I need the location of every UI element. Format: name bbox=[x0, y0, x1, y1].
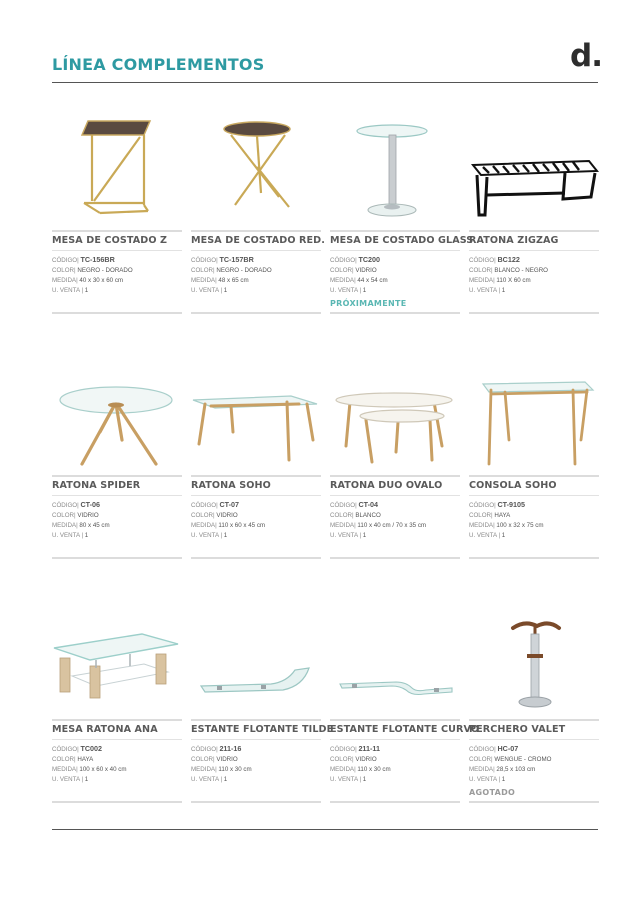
card-top-rule bbox=[469, 719, 599, 721]
product-unit: 1 bbox=[84, 287, 89, 294]
unit-label: U. VENTA | bbox=[330, 287, 362, 294]
size-label: MEDIDA| bbox=[330, 522, 356, 529]
code-label: CÓDIGO| bbox=[469, 746, 496, 753]
color-label: COLOR| bbox=[469, 756, 493, 763]
card-top-rule bbox=[469, 230, 599, 232]
card-bottom-rule bbox=[330, 801, 460, 803]
card-top-rule bbox=[52, 475, 182, 477]
color-label: COLOR| bbox=[469, 512, 493, 519]
product-card bbox=[330, 115, 474, 330]
code-label: CÓDIGO| bbox=[330, 746, 357, 753]
color-label: COLOR| bbox=[191, 512, 215, 519]
product-size: 110 x 60 x 45 cm bbox=[218, 522, 266, 529]
card-bottom-rule bbox=[52, 557, 182, 559]
product-name: CONSOLA SOHO bbox=[469, 480, 557, 491]
product-card bbox=[469, 360, 599, 575]
product-name: RATONA DUO OVALO bbox=[330, 480, 443, 491]
code-label: CÓDIGO| bbox=[191, 257, 218, 264]
product-photo-ana-coffee-table bbox=[52, 604, 182, 714]
product-unit: 1 bbox=[84, 776, 89, 783]
size-label: MEDIDA| bbox=[191, 522, 217, 529]
product-specs bbox=[469, 500, 599, 541]
unit-label: U. VENTA | bbox=[469, 287, 501, 294]
product-size: 100 x 60 x 40 cm bbox=[79, 766, 127, 773]
product-unit: 1 bbox=[501, 287, 506, 294]
product-unit: 1 bbox=[362, 776, 367, 783]
product-size: 110 x 30 cm bbox=[218, 766, 252, 773]
product-color: HAYA bbox=[77, 756, 94, 763]
product-code: BC122 bbox=[497, 255, 520, 264]
product-card bbox=[191, 115, 325, 330]
product-name: MESA DE COSTADO GLASS bbox=[330, 235, 474, 246]
color-label: COLOR| bbox=[469, 267, 493, 274]
card-top-rule bbox=[52, 230, 182, 232]
card-name-rule bbox=[52, 739, 182, 740]
product-color: VIDRIO bbox=[77, 512, 99, 519]
product-card bbox=[469, 115, 599, 330]
card-name-rule bbox=[191, 495, 321, 496]
code-label: CÓDIGO| bbox=[52, 502, 79, 509]
product-code: TC-156BR bbox=[80, 255, 115, 264]
color-label: COLOR| bbox=[191, 756, 215, 763]
product-name: MESA DE COSTADO Z bbox=[52, 235, 168, 246]
product-card bbox=[52, 115, 182, 330]
product-photo-duo-oval-tables bbox=[330, 360, 460, 470]
card-bottom-rule bbox=[469, 312, 599, 314]
product-size: 80 x 45 cm bbox=[79, 522, 110, 529]
product-card bbox=[330, 604, 480, 819]
product-size: 48 x 65 cm bbox=[218, 277, 249, 284]
product-code: CT-9105 bbox=[497, 500, 526, 509]
product-name: ESTANTE FLOTANTE TILDE bbox=[191, 724, 334, 735]
card-name-rule bbox=[330, 739, 460, 740]
product-card bbox=[191, 604, 334, 819]
product-size: 110 X 60 cm bbox=[496, 277, 531, 284]
product-size: 44 x 54 cm bbox=[357, 277, 388, 284]
size-label: MEDIDA| bbox=[52, 277, 78, 284]
size-label: MEDIDA| bbox=[469, 766, 495, 773]
product-photo-curved-shelf bbox=[330, 604, 460, 714]
product-name: MESA DE COSTADO RED. bbox=[191, 235, 325, 246]
product-specs bbox=[191, 744, 321, 785]
color-label: COLOR| bbox=[52, 267, 76, 274]
unit-label: U. VENTA | bbox=[191, 532, 223, 539]
product-name: RATONA SPIDER bbox=[52, 480, 141, 491]
product-color: NEGRO - DORADO bbox=[77, 267, 133, 274]
color-label: COLOR| bbox=[52, 512, 76, 519]
card-bottom-rule bbox=[191, 312, 321, 314]
code-label: CÓDIGO| bbox=[469, 502, 496, 509]
product-size: 40 x 30 x 60 cm bbox=[79, 277, 124, 284]
product-size: 100 x 32 x 75 cm bbox=[496, 522, 544, 529]
product-card bbox=[52, 604, 182, 819]
unit-label: U. VENTA | bbox=[330, 532, 362, 539]
card-bottom-rule bbox=[330, 312, 460, 314]
brand-logo: d. bbox=[570, 38, 602, 74]
card-name-rule bbox=[469, 250, 599, 251]
unit-label: U. VENTA | bbox=[191, 776, 223, 783]
card-name-rule bbox=[469, 495, 599, 496]
product-photo-valet-stand bbox=[469, 604, 599, 714]
product-card bbox=[330, 360, 460, 575]
size-label: MEDIDA| bbox=[330, 766, 356, 773]
product-name: PERCHERO VALET bbox=[469, 724, 566, 735]
card-top-rule bbox=[191, 475, 321, 477]
card-top-rule bbox=[330, 230, 460, 232]
card-bottom-rule bbox=[330, 557, 460, 559]
card-bottom-rule bbox=[52, 312, 182, 314]
product-code: HC-07 bbox=[497, 744, 519, 753]
product-specs bbox=[469, 255, 599, 296]
product-code: 211-16 bbox=[219, 744, 242, 753]
product-specs bbox=[330, 255, 460, 296]
code-label: CÓDIGO| bbox=[52, 746, 79, 753]
product-name: RATONA SOHO bbox=[191, 480, 271, 491]
code-label: CÓDIGO| bbox=[330, 257, 357, 264]
product-specs bbox=[52, 500, 182, 541]
status-badge: PRÓXIMAMENTE bbox=[330, 299, 407, 308]
size-label: MEDIDA| bbox=[469, 522, 495, 529]
page-title: LÍNEA COMPLEMENTOS bbox=[52, 55, 265, 74]
product-unit: 1 bbox=[501, 776, 506, 783]
code-label: CÓDIGO| bbox=[52, 257, 79, 264]
product-name: ESTANTE FLOTANTE CURVO bbox=[330, 724, 480, 735]
footer-divider bbox=[52, 829, 598, 830]
color-label: COLOR| bbox=[191, 267, 215, 274]
product-name: RATONA ZIGZAG bbox=[469, 235, 559, 246]
product-unit: 1 bbox=[84, 532, 89, 539]
card-name-rule bbox=[330, 495, 460, 496]
product-code: CT-07 bbox=[219, 500, 240, 509]
product-color: VIDRIO bbox=[355, 267, 377, 274]
header-divider bbox=[52, 82, 598, 83]
unit-label: U. VENTA | bbox=[52, 287, 84, 294]
size-label: MEDIDA| bbox=[52, 766, 78, 773]
product-code: TC002 bbox=[80, 744, 103, 753]
product-unit: 1 bbox=[223, 532, 228, 539]
product-color: WENGUE - CROMO bbox=[494, 756, 552, 763]
product-color: BLANCO - NEGRO bbox=[494, 267, 548, 274]
unit-label: U. VENTA | bbox=[469, 776, 501, 783]
product-name: MESA RATONA ANA bbox=[52, 724, 158, 735]
product-specs bbox=[469, 744, 599, 785]
product-code: 211-11 bbox=[358, 744, 381, 753]
color-label: COLOR| bbox=[330, 512, 354, 519]
product-photo-round-side-table bbox=[191, 115, 321, 225]
card-top-rule bbox=[330, 475, 460, 477]
product-color: NEGRO - DORADO bbox=[216, 267, 272, 274]
color-label: COLOR| bbox=[330, 756, 354, 763]
product-unit: 1 bbox=[501, 532, 506, 539]
product-unit: 1 bbox=[362, 532, 367, 539]
card-name-rule bbox=[52, 250, 182, 251]
color-label: COLOR| bbox=[52, 756, 76, 763]
product-specs bbox=[191, 255, 321, 296]
product-photo-soho-coffee-table bbox=[191, 360, 321, 470]
unit-label: U. VENTA | bbox=[469, 532, 501, 539]
unit-label: U. VENTA | bbox=[191, 287, 223, 294]
card-name-rule bbox=[52, 495, 182, 496]
product-photo-spider-table bbox=[52, 360, 182, 470]
size-label: MEDIDA| bbox=[330, 277, 356, 284]
card-top-rule bbox=[52, 719, 182, 721]
card-name-rule bbox=[469, 739, 599, 740]
card-bottom-rule bbox=[191, 801, 321, 803]
card-bottom-rule bbox=[469, 801, 599, 803]
product-color: VIDRIO bbox=[216, 512, 238, 519]
card-top-rule bbox=[191, 230, 321, 232]
card-bottom-rule bbox=[191, 557, 321, 559]
product-specs bbox=[330, 500, 460, 541]
product-photo-tilde-shelf bbox=[191, 604, 321, 714]
product-color: VIDRIO bbox=[216, 756, 238, 763]
product-unit: 1 bbox=[223, 776, 228, 783]
unit-label: U. VENTA | bbox=[52, 532, 84, 539]
product-unit: 1 bbox=[223, 287, 228, 294]
size-label: MEDIDA| bbox=[191, 766, 217, 773]
size-label: MEDIDA| bbox=[191, 277, 217, 284]
card-bottom-rule bbox=[469, 557, 599, 559]
card-name-rule bbox=[191, 739, 321, 740]
card-top-rule bbox=[469, 475, 599, 477]
product-code: TC-157BR bbox=[219, 255, 254, 264]
code-label: CÓDIGO| bbox=[191, 746, 218, 753]
color-label: COLOR| bbox=[330, 267, 354, 274]
code-label: CÓDIGO| bbox=[330, 502, 357, 509]
status-badge: AGOTADO bbox=[469, 788, 516, 797]
card-name-rule bbox=[191, 250, 321, 251]
card-bottom-rule bbox=[52, 801, 182, 803]
product-specs bbox=[52, 255, 182, 296]
code-label: CÓDIGO| bbox=[191, 502, 218, 509]
size-label: MEDIDA| bbox=[52, 522, 78, 529]
product-color: BLANCO bbox=[355, 512, 381, 519]
product-color: HAYA bbox=[494, 512, 511, 519]
product-code: CT-06 bbox=[80, 500, 101, 509]
product-photo-z-side-table bbox=[52, 115, 182, 225]
product-card bbox=[191, 360, 321, 575]
product-specs bbox=[52, 744, 182, 785]
product-specs bbox=[330, 744, 460, 785]
product-card bbox=[52, 360, 182, 575]
product-unit: 1 bbox=[362, 287, 367, 294]
code-label: CÓDIGO| bbox=[469, 257, 496, 264]
product-color: VIDRIO bbox=[355, 756, 377, 763]
card-top-rule bbox=[330, 719, 460, 721]
unit-label: U. VENTA | bbox=[330, 776, 362, 783]
size-label: MEDIDA| bbox=[469, 277, 495, 284]
product-card bbox=[469, 604, 599, 819]
card-name-rule bbox=[330, 250, 460, 251]
product-photo-soho-console bbox=[469, 360, 599, 470]
card-top-rule bbox=[191, 719, 321, 721]
product-photo-glass-side-table bbox=[330, 115, 460, 225]
product-size: 110 x 30 cm bbox=[357, 766, 391, 773]
product-size: 110 x 40 cm / 70 x 35 cm bbox=[357, 522, 427, 529]
product-size: 28,5 x 103 cm bbox=[496, 766, 536, 773]
product-photo-zigzag-table bbox=[469, 115, 599, 225]
product-specs bbox=[191, 500, 321, 541]
product-code: CT-04 bbox=[358, 500, 379, 509]
unit-label: U. VENTA | bbox=[52, 776, 84, 783]
product-code: TC200 bbox=[358, 255, 381, 264]
